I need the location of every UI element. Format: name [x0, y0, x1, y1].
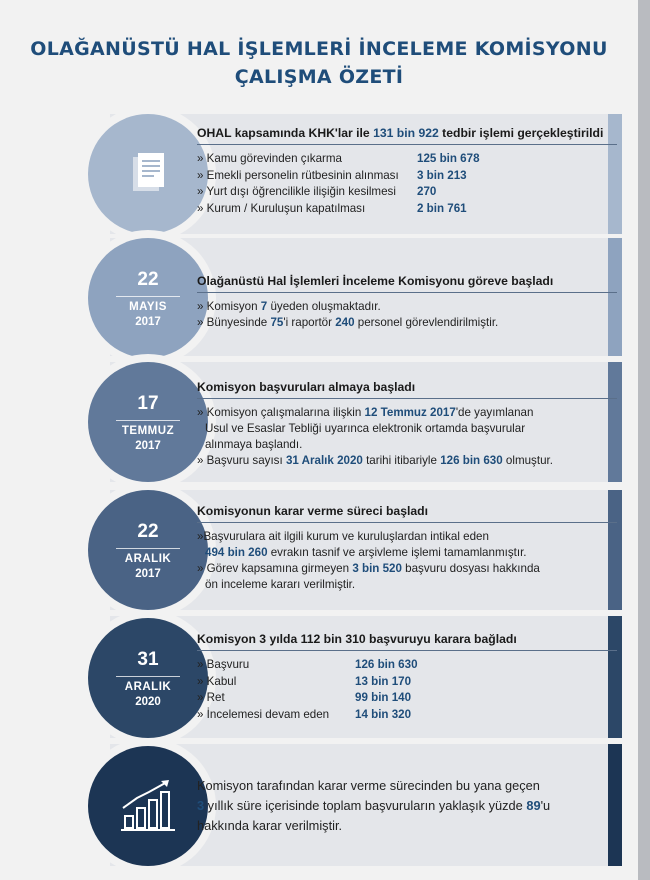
conclusion-line: 3 yıllık süre içerisinde toplam başvuruların yaklaşık yüzde 89'u — [197, 798, 551, 813]
document-circle — [88, 114, 208, 234]
list-item: » Kabul 13 bin 170 — [197, 674, 412, 688]
section-heading: Komisyonun karar verme süreci başladı — [197, 504, 617, 523]
section-decisions-summary — [197, 632, 617, 723]
section-conclusion — [197, 776, 617, 836]
section-applications-start — [197, 380, 617, 469]
section-heading: Komisyon başvuruları almaya başladı — [197, 380, 617, 399]
list-item-cont: alınmaya başlandı. — [205, 438, 303, 451]
date-month: ARALIK — [124, 552, 172, 565]
growth-chart-icon — [117, 778, 179, 834]
list-item: » Kamu görevinden çıkarma 125 bin 678 — [197, 152, 480, 165]
page-subtitle: ÇALIŞMA ÖZETİ — [234, 66, 404, 88]
date-day: 22 — [137, 520, 159, 542]
date-circle-2 — [88, 362, 208, 482]
list-item: » Kurum / Kuruluşun kapatılması 2 bin 761 — [197, 201, 467, 215]
page-title: OLAĞANÜSTÜ HAL İŞLEMLERİ İNCELEME KOMİSYONU — [30, 38, 608, 60]
list-item: » Ret 99 bin 140 — [197, 691, 412, 704]
date-day: 22 — [137, 268, 159, 290]
document-icon — [119, 145, 177, 203]
list-item-cont: ön inceleme kararı verilmiştir. — [205, 578, 356, 591]
date-circle-1 — [88, 238, 208, 358]
list-item: » Başvuru 126 bin 630 — [197, 658, 418, 671]
date-year: 2020 — [135, 695, 161, 708]
section-ohal-measures — [197, 126, 617, 217]
section-heading: Olağanüstü Hal İşlemleri İnceleme Komisyonu göreve başladı — [197, 274, 617, 293]
date-day: 17 — [137, 392, 159, 414]
chart-circle — [88, 746, 208, 866]
section-decision-process — [197, 504, 617, 593]
list-item: » Bünyesinde 75'i raportör 240 personel görevlendirilmiştir. — [197, 316, 499, 329]
list-item: » İncelemesi devam eden 14 bin 320 — [197, 707, 412, 721]
date-circle-4 — [88, 618, 208, 738]
date-month: MAYIS — [129, 300, 167, 313]
conclusion-line: hakkında karar verilmiştir. — [197, 818, 343, 833]
list-item: » Yurt dışı öğrencilikle ilişiğin kesilmesi 270 — [197, 185, 437, 198]
list-item-cont: 494 bin 260 evrakın tasnif ve arşivleme işlemi tamamlanmıştır. — [205, 546, 527, 559]
date-month: ARALIK — [124, 680, 172, 693]
list-item: » Komisyon çalışmalarına ilişkin 12 Temmuz 2017'de yayımlanan — [197, 406, 534, 419]
section-heading: OHAL kapsamında KHK'lar ile 131 bin 922 tedbir işlemi gerçekleştirildi — [197, 126, 617, 145]
date-circle-3 — [88, 490, 208, 610]
list-item-cont: Usul ve Esaslar Tebliği uyarınca elektronik ortamda başvurular — [205, 422, 526, 435]
list-item: » Komisyon 7 üyeden oluşmaktadır. — [197, 300, 381, 313]
date-year: 2017 — [135, 315, 161, 328]
conclusion-line: Komisyon tarafından karar verme sürecinden bu yana geçen — [197, 778, 540, 793]
list-item: » Görev kapsamına girmeyen 3 bin 520 başvuru dosyası hakkında — [197, 562, 540, 575]
list-item: » Emekli personelin rütbesinin alınması 3 bin 213 — [197, 168, 467, 182]
date-month: TEMMUZ — [121, 424, 175, 437]
list-item: » Başvuru sayısı 31 Aralık 2020 tarihi itibariyle 126 bin 630 olmuştur. — [197, 454, 553, 467]
list-item: »Başvurulara ait ilgili kurum ve kuruluşlardan intikal eden — [197, 530, 489, 543]
date-day: 31 — [137, 648, 159, 670]
section-commission-start — [197, 274, 617, 331]
date-year: 2017 — [135, 439, 161, 452]
page-edge — [638, 0, 650, 880]
section-heading: Komisyon 3 yılda 112 bin 310 başvuruyu karara bağladı — [197, 632, 617, 651]
date-year: 2017 — [135, 567, 161, 580]
